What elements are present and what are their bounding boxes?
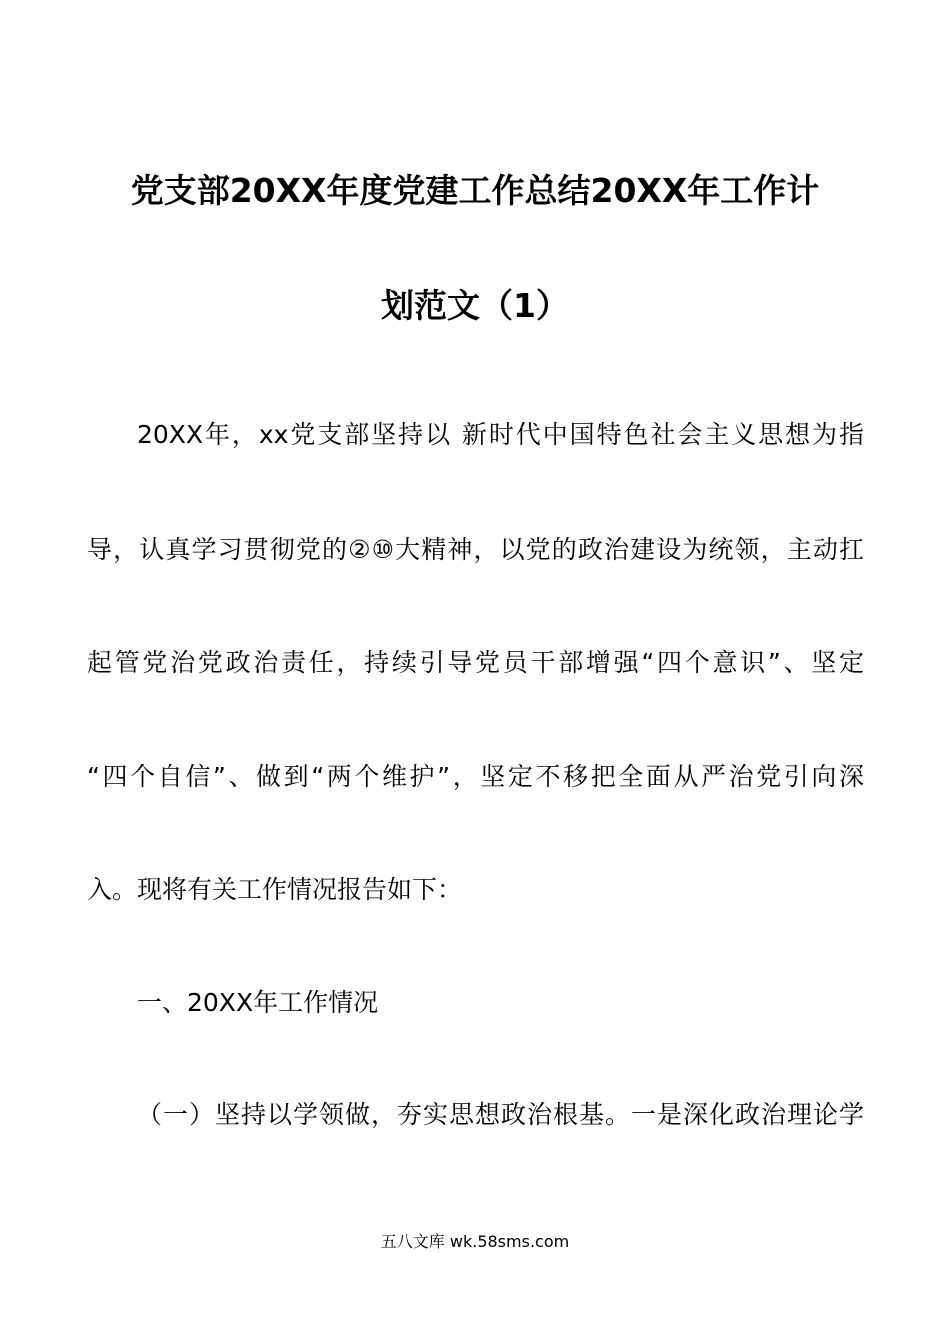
document-title-line-1: 党支部20XX年度党建工作总结20XX年工作计	[130, 171, 820, 210]
subsection-line: （一）坚持以学领做，夯实思想政治根基。一是深化政治理论学	[137, 1100, 864, 1129]
paragraph-line-5: 入。现将有关工作情况报告如下：	[87, 875, 463, 904]
paragraph-line-4: “四个自信”、做到“两个维护”，坚定不移把全面从严治党引向深	[87, 762, 864, 791]
section-heading: 一、20XX年工作情况	[137, 988, 379, 1017]
document-title-line-2: 划范文（1）	[381, 286, 569, 325]
footer-watermark: 五八文库 wk.58sms.com	[380, 1232, 570, 1251]
paragraph-line-1: 20XX年，xx党支部坚持以 新时代中国特色社会主义思想为指	[137, 420, 864, 449]
paragraph-line-3: 起管党治党政治责任，持续引导党员干部增强“四个意识”、坚定	[87, 648, 864, 677]
paragraph-line-2: 导，认真学习贯彻党的②⑩大精神，以党的政治建设为统领，主动扛	[87, 535, 864, 564]
